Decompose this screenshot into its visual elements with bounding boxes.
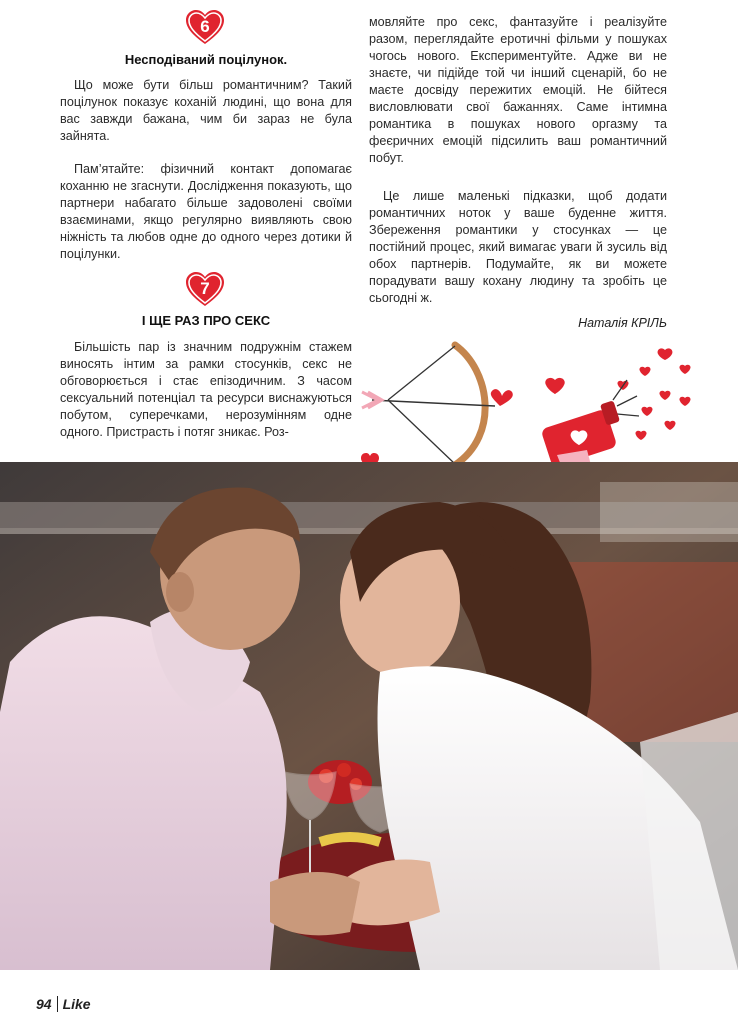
couple-kissing-photo <box>0 462 738 970</box>
page-number: 94 <box>36 996 52 1012</box>
heart-number-badge-6 <box>185 8 225 48</box>
photo-illustration <box>0 462 738 970</box>
footer-divider <box>57 996 58 1012</box>
section-heading: Несподіваний поцілунок. <box>124 52 288 67</box>
paragraph: Більшість пар із значним подружнім стажем виносять інтим за рамки стосунків, секс не обговорюється і стає епізодичним. З часом сексуальний потенціал та ресурси виснажуються побутом, суперечками, нерозумінням одне одного. Пристрасть і потяг зникає. Роз- <box>60 340 352 439</box>
page-footer <box>36 996 91 1012</box>
badge-number: 7 <box>200 279 210 298</box>
heart-number-badge-7 <box>185 270 225 310</box>
magazine-name: Like <box>62 996 91 1012</box>
badge-number: 6 <box>200 17 210 36</box>
bow-and-arrow-illustration <box>360 340 520 470</box>
author-signature: Наталія КРІЛЬ <box>578 316 667 330</box>
paragraph: мовляйте про секс, фантазуйте і реалізуйте разом, переглядайте еротичні фільми у пошуках чогось нового. Експериментуйте. Адже ви не знаєте, чи підійде той чи інший сценарій, бо не маєте досвіду пережитих емоцій. Не бійтеся висловлювати свої бажаннях. Саме інтимна романтика в пошуках нового оргазму та феєричних емоцій підсилить ваш романтичний побут. <box>369 15 667 165</box>
paragraph: Що може бути більш романтичним? Такий поцілунок показує коханій людині, що вона для вас завжди бажана, чим би зараз не була зайнята. <box>60 78 352 143</box>
paragraph: Пам’ятайте: фізичний контакт допомагає коханню не згаснути. Дослідження показують, що партнери набагато більше задоволені своїми взаєминами, якщо регулярно виявляють свою ніжність та любов одне до одного через дотики й поцілунки. <box>60 162 352 261</box>
paragraph: Це лише маленькі підказки, щоб додати романтичних ноток у ваше буденне життя. Збереження романтики у стосунках — це постійний процес, який вимагає уваги й зусиль від обох партнерів. Подумайте, як ви можете порадувати вашу кохану людину та зробіть це сьогодні ж. <box>369 189 667 305</box>
section-heading: І ЩЕ РАЗ ПРО СЕКС <box>141 313 271 328</box>
